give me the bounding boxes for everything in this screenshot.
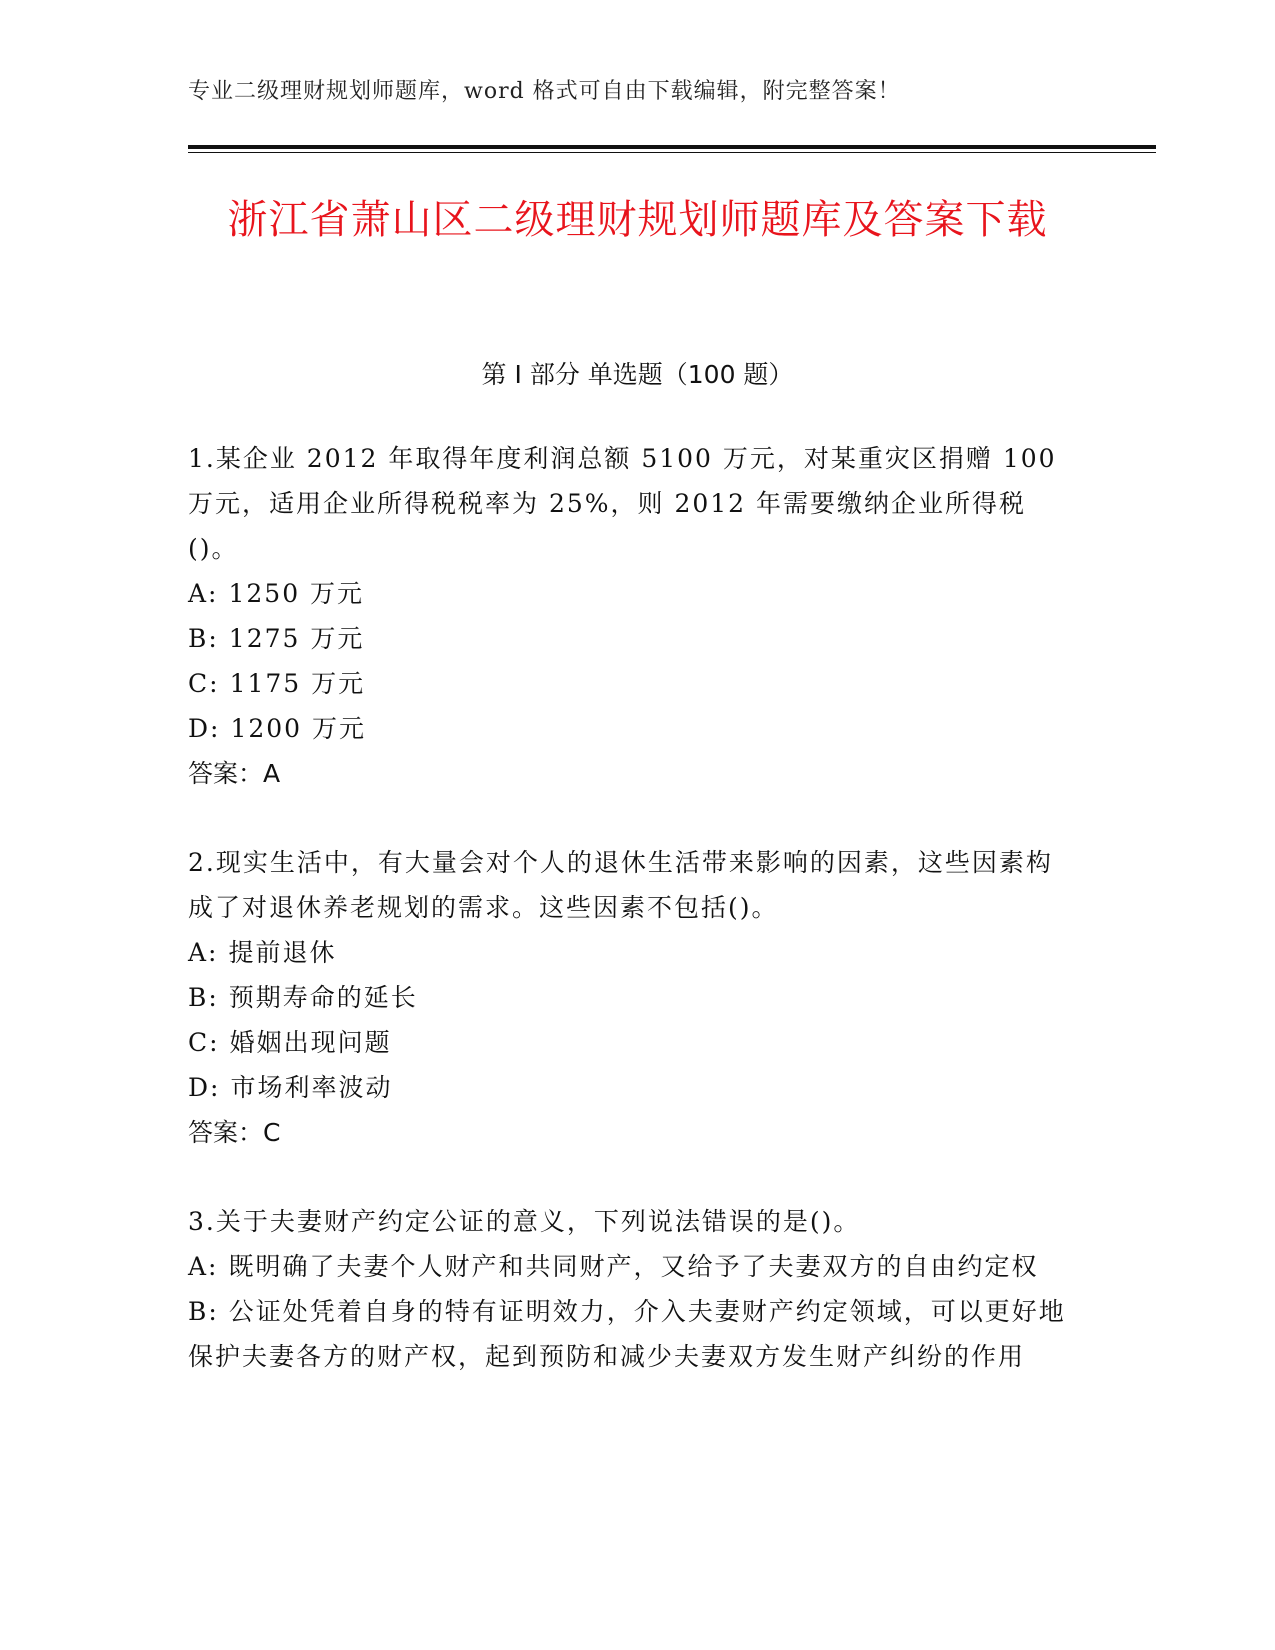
option-a xyxy=(188,571,1068,616)
option-letter: C: xyxy=(188,1028,220,1057)
option-text: 预期寿命的延长 xyxy=(228,983,418,1012)
option-letter: C: xyxy=(188,669,220,698)
header-rule-thick xyxy=(188,145,1156,149)
option-text: 公证处凭着自身的特有证明效力，介入夫妻财产约定领域，可以更好地保护夫妻各方的财产权，起到预防和减少夫妻双方发生财产纠纷的作用 xyxy=(188,1297,1066,1371)
option-letter: B: xyxy=(188,983,219,1012)
option-d xyxy=(188,1065,1068,1110)
option-text: 婚姻出现问题 xyxy=(229,1028,392,1057)
header-note: 专业二级理财规划师题库，word 格式可自由下载编辑，附完整答案！ xyxy=(188,79,901,104)
option-b xyxy=(188,975,1068,1020)
option-letter: A: xyxy=(188,1252,219,1281)
document-title: 浙江省萧山区二级理财规划师题库及答案下载 xyxy=(227,197,1048,243)
question-text: 1.某企业 2012 年取得年度利润总额 5100 万元，对某重灾区捐赠 100 万元，适用企业所得税税率为 25%，则 2012 年需要缴纳企业所得税()。 xyxy=(188,444,1057,563)
option-letter: B: xyxy=(188,1297,219,1326)
answer-line: 答案：C xyxy=(188,1118,281,1147)
option-b xyxy=(188,616,1068,661)
option-text: 1250 万元 xyxy=(228,579,365,608)
question-text: 3.关于夫妻财产约定公证的意义，下列说法错误的是()。 xyxy=(188,1207,861,1236)
option-letter: D: xyxy=(188,714,221,743)
option-letter: D: xyxy=(188,1073,221,1102)
option-d xyxy=(188,706,1068,751)
answer-line: 答案：A xyxy=(188,759,281,788)
section-heading: 第 I 部分 单选题（100 题） xyxy=(481,360,794,389)
question-1 xyxy=(188,436,1068,796)
option-letter: A: xyxy=(188,579,219,608)
option-a xyxy=(188,930,1068,975)
option-text: 1200 万元 xyxy=(230,714,367,743)
option-text: 提前退休 xyxy=(228,938,337,967)
option-text: 市场利率波动 xyxy=(230,1073,393,1102)
option-text: 1275 万元 xyxy=(228,624,365,653)
question-3 xyxy=(188,1199,1068,1379)
header-rule-thin xyxy=(188,152,1156,153)
question-text: 2.现实生活中，有大量会对个人的退休生活带来影响的因素，这些因素构成了对退休养老规划的需求。这些因素不包括()。 xyxy=(188,848,1053,922)
option-text: 1175 万元 xyxy=(229,669,366,698)
option-letter: A: xyxy=(188,938,219,967)
option-a xyxy=(188,1244,1068,1289)
question-list xyxy=(188,436,1068,1423)
option-letter: B: xyxy=(188,624,219,653)
option-text: 既明确了夫妻个人财产和共同财产，又给予了夫妻双方的自由约定权 xyxy=(228,1252,1039,1281)
option-c xyxy=(188,1020,1068,1065)
option-b xyxy=(188,1289,1068,1379)
question-2 xyxy=(188,840,1068,1155)
option-c xyxy=(188,661,1068,706)
